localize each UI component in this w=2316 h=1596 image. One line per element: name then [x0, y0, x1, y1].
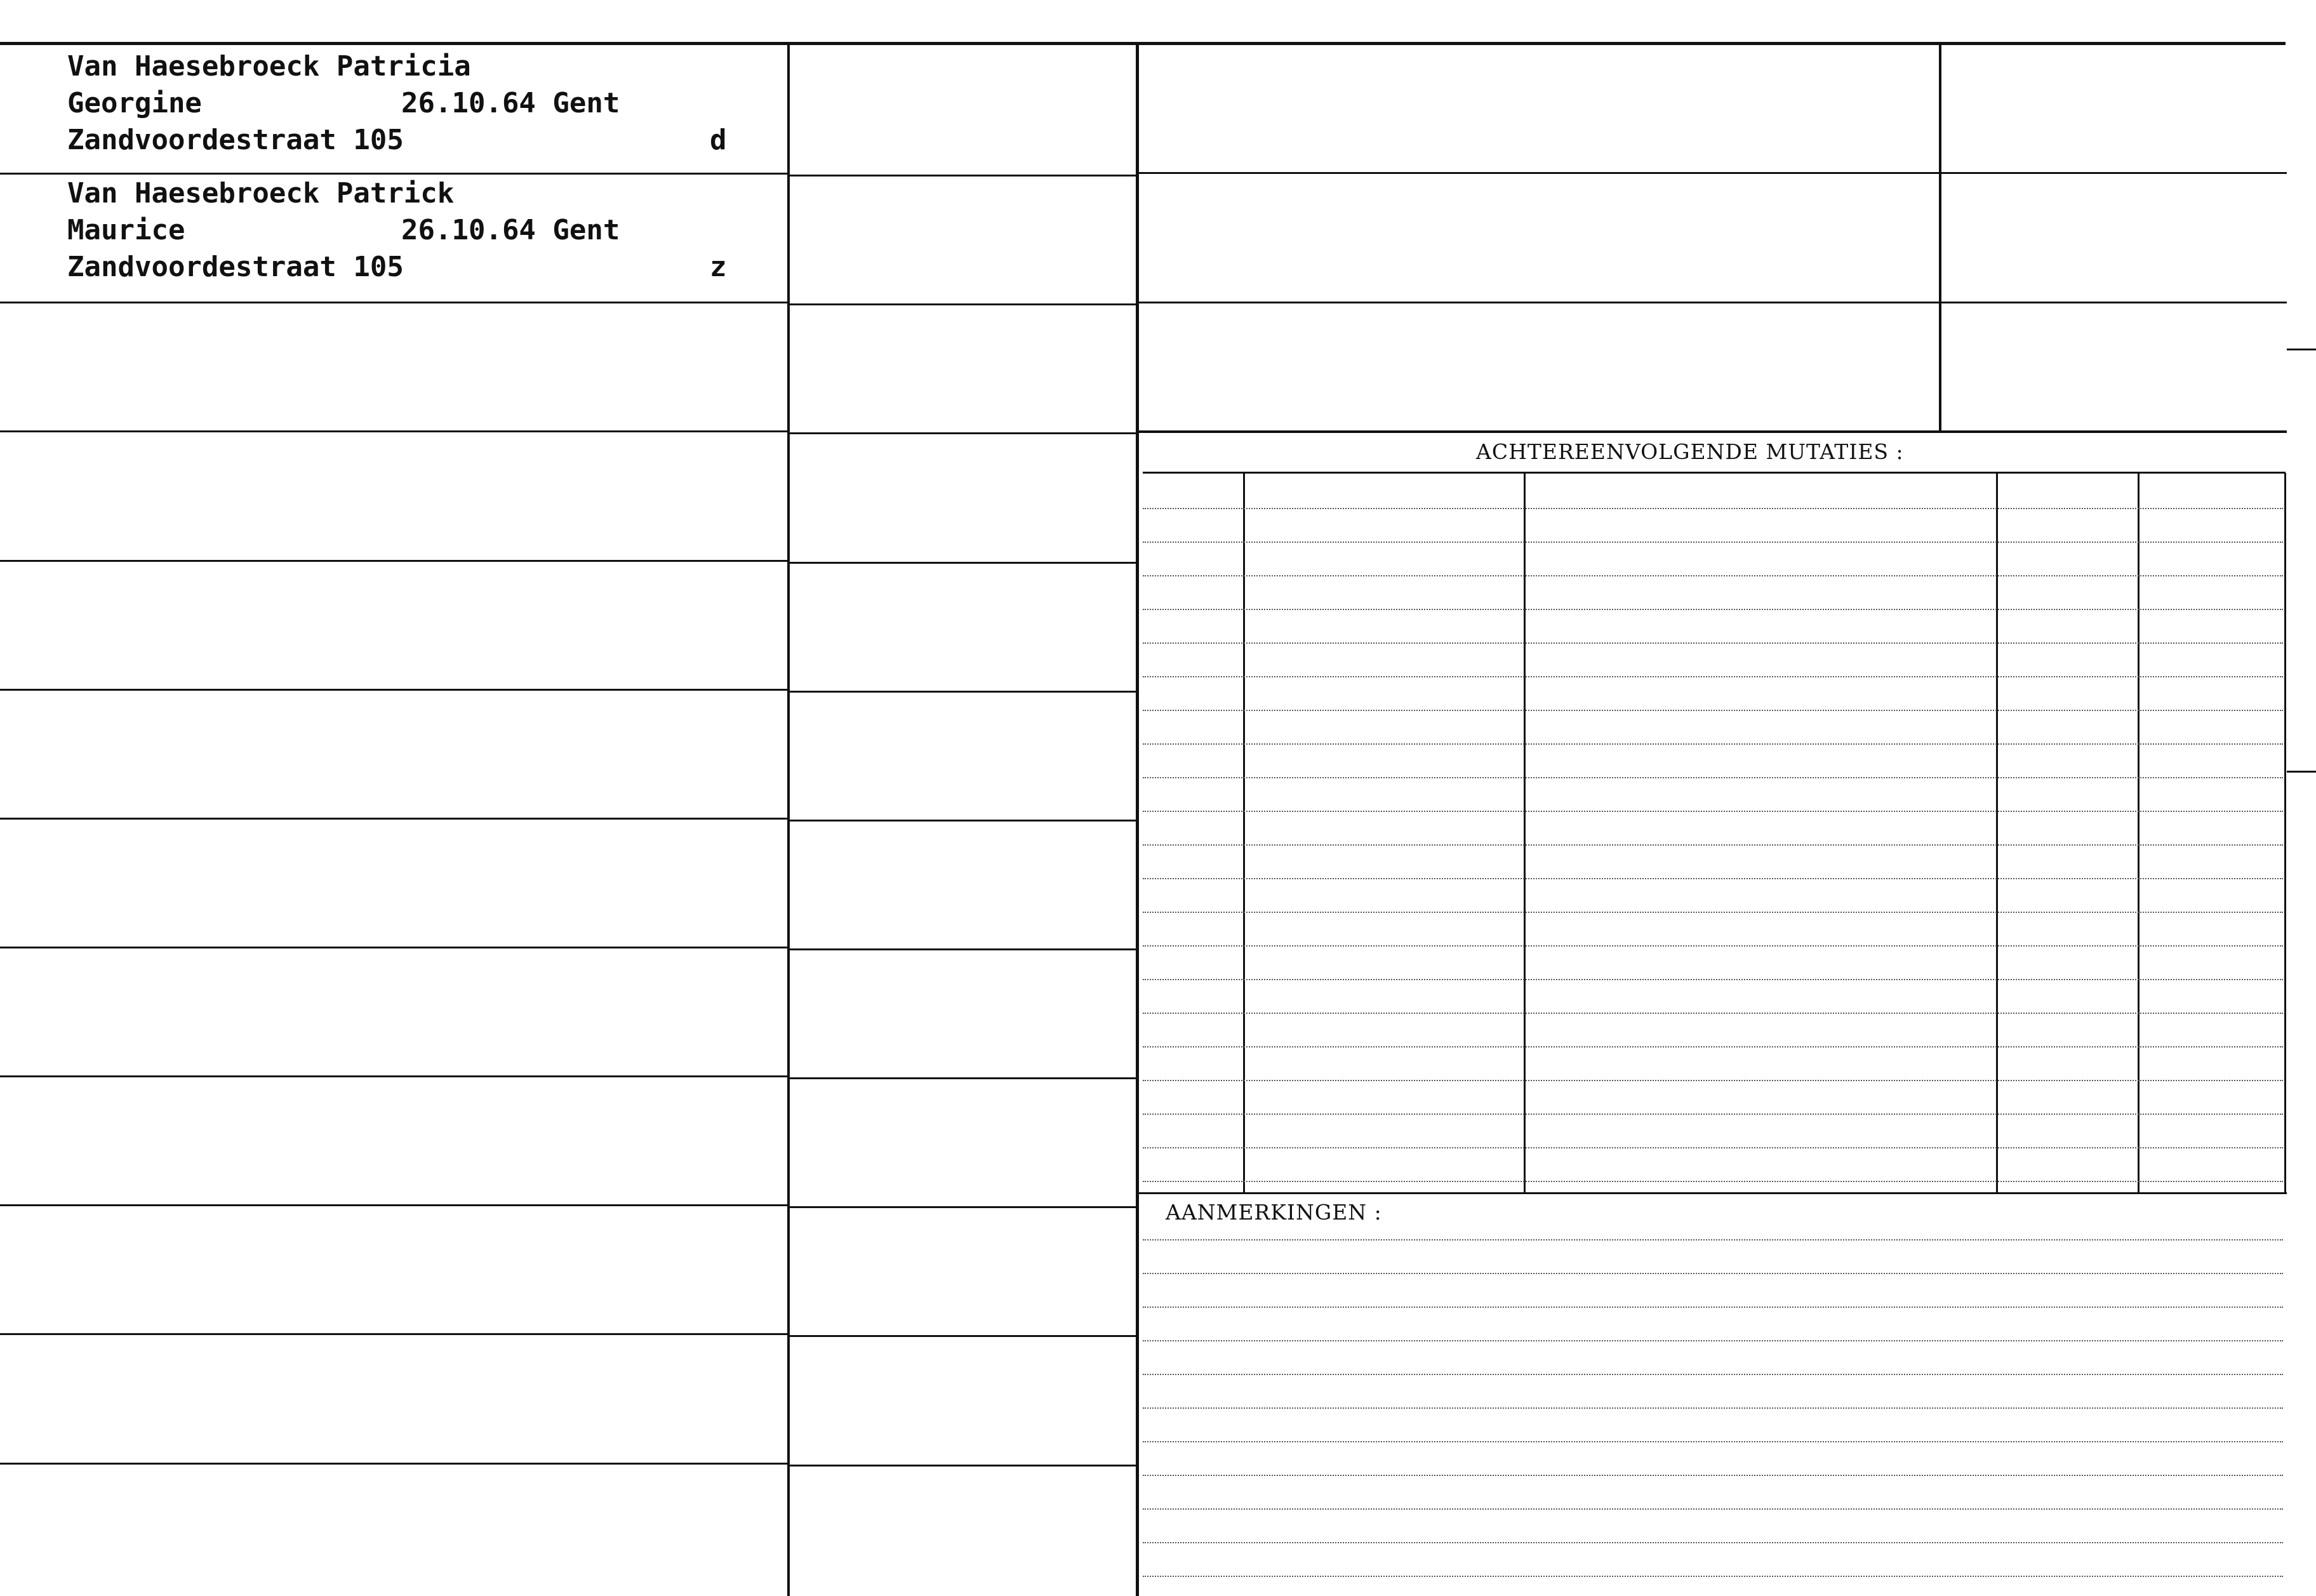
register-row-line — [0, 689, 789, 691]
register-row-line — [0, 1204, 789, 1206]
mutations-ruled-line — [1143, 1080, 2283, 1081]
remarks-ruled-line — [1143, 1407, 2283, 1409]
birth-date-place: 26.10.64 Gent — [401, 87, 620, 119]
register-row-line — [0, 818, 789, 820]
register-row-line — [790, 175, 1136, 176]
mutations-ruled-line — [1143, 508, 2283, 509]
mutations-ruled-line — [1143, 1114, 2283, 1115]
register-row-line — [790, 1465, 1136, 1466]
remarks-ruled-line — [1143, 1340, 2283, 1341]
person-entry — [67, 48, 753, 163]
register-row-line — [0, 173, 789, 175]
mutations-ruled-line — [1143, 1013, 2283, 1014]
register-row-line — [790, 1077, 1136, 1079]
right-row-line — [1138, 172, 2287, 174]
person-name: Van Haesebroeck Patrick — [67, 177, 455, 209]
mutations-ruled-line — [1143, 642, 2283, 644]
mutations-ruled-line — [1143, 844, 2283, 846]
register-row-line — [0, 1075, 789, 1077]
mutations-col-line — [2138, 473, 2140, 1192]
person-first-name: Maurice — [67, 214, 185, 246]
mutations-ruled-line — [1143, 542, 2283, 543]
right-row-line — [1138, 302, 2287, 303]
remarks-ruled-line — [1143, 1374, 2283, 1375]
mutations-table-top — [1143, 472, 2286, 474]
edge-tick — [2287, 771, 2316, 773]
person-name: Van Haesebroeck Patricia — [67, 50, 471, 83]
sex-marker: d — [710, 124, 727, 156]
mutations-title: ACHTEREENVOLGENDE MUTATIES : — [1476, 439, 1904, 464]
remarks-ruled-line — [1143, 1273, 2283, 1274]
register-row-line — [0, 947, 789, 948]
mutations-ruled-line — [1143, 1147, 2283, 1148]
person-first-name: Georgine — [67, 87, 202, 119]
remarks-ruled-line — [1143, 1508, 2283, 1510]
mutations-ruled-line — [1143, 1181, 2283, 1182]
mutations-table-bottom — [1138, 1192, 2287, 1194]
mutations-ruled-line — [1143, 945, 2283, 947]
mutations-ruled-line — [1143, 777, 2283, 778]
birth-date-place: 26.10.64 Gent — [401, 214, 620, 246]
top-right-divider — [1939, 44, 1941, 432]
mutations-ruled-line — [1143, 878, 2283, 879]
register-row-line — [790, 1335, 1136, 1337]
mutations-ruled-line — [1143, 743, 2283, 745]
remarks-ruled-line — [1143, 1441, 2283, 1442]
person-address: Zandvoordestraat 105 — [67, 124, 404, 156]
register-row-line — [790, 562, 1136, 564]
register-row-line — [790, 303, 1136, 305]
register-row-line — [0, 560, 789, 562]
remarks-ruled-line — [1143, 1475, 2283, 1476]
top-border — [0, 42, 2286, 45]
register-row-line — [790, 948, 1136, 950]
edge-tick — [2287, 349, 2316, 350]
remarks-ruled-line — [1143, 1542, 2283, 1543]
remarks-title: AANMERKINGEN : — [1166, 1200, 1382, 1225]
mutations-ruled-line — [1143, 676, 2283, 677]
remarks-ruled-line — [1143, 1576, 2283, 1577]
register-row-line — [0, 1463, 789, 1465]
person-entry — [67, 175, 753, 289]
mutations-ruled-line — [1143, 609, 2283, 610]
register-row-line — [790, 691, 1136, 693]
register-row-line — [790, 820, 1136, 821]
person-address: Zandvoordestraat 105 — [67, 251, 404, 283]
register-row-line — [0, 302, 789, 303]
mutations-col-line — [1524, 473, 1526, 1192]
mutations-ruled-line — [1143, 1046, 2283, 1047]
mutations-col-line — [2284, 473, 2286, 1192]
remarks-ruled-line — [1143, 1239, 2283, 1240]
right-row-line — [1138, 430, 2287, 433]
sex-marker: z — [710, 251, 727, 283]
mutations-ruled-line — [1143, 912, 2283, 913]
register-row-line — [0, 1333, 789, 1335]
register-row-line — [790, 432, 1136, 434]
mutations-col-line — [1996, 473, 1998, 1192]
mutations-ruled-line — [1143, 979, 2283, 980]
register-row-line — [0, 430, 789, 432]
mutations-ruled-line — [1143, 811, 2283, 812]
register-row-line — [790, 1206, 1136, 1208]
remarks-ruled-line — [1143, 1307, 2283, 1308]
mutations-ruled-line — [1143, 710, 2283, 711]
mutations-col-line — [1243, 473, 1245, 1192]
mutations-ruled-line — [1143, 575, 2283, 576]
